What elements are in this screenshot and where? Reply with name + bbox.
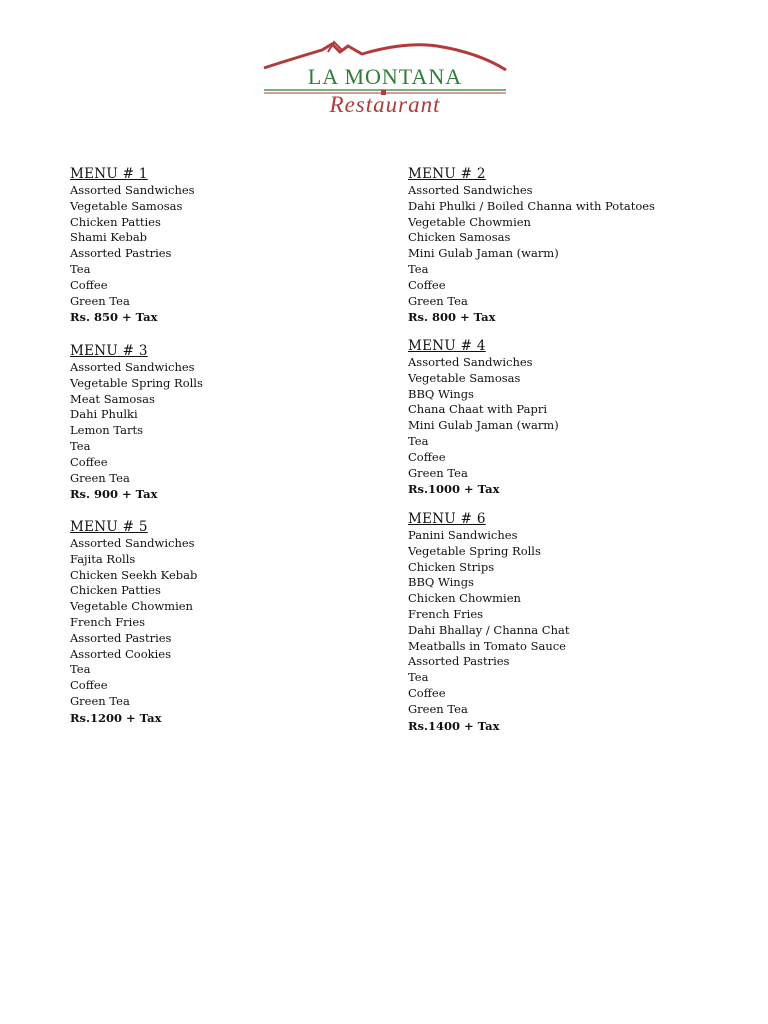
menu-item: Green Tea: [70, 470, 130, 485]
menu-item: Dahi Phulki: [70, 407, 138, 422]
menu-item: Chicken Chowmien: [408, 591, 521, 606]
menu-item: Vegetable Samosas: [70, 198, 183, 213]
menu-price: Rs. 800 + Tax: [408, 310, 496, 325]
menu-item: Coffee: [70, 277, 108, 292]
menu-item-list: [70, 183, 410, 309]
menu-item: Tea: [408, 670, 429, 685]
menu-item: Tea: [408, 261, 429, 276]
menu-5: [70, 518, 410, 726]
menu-item: Mini Gulab Jaman (warm): [408, 246, 559, 261]
menu-6: [408, 510, 748, 734]
menu-item: Chana Chaat with Papri: [408, 402, 547, 417]
menu-item: Mini Gulab Jaman (warm): [408, 418, 559, 433]
menu-price: Rs. 900 + Tax: [70, 487, 158, 502]
menu-item-list: [70, 536, 410, 710]
menu-item: Coffee: [70, 678, 108, 693]
menu-item: Assorted Sandwiches: [70, 183, 195, 197]
menu-item: BBQ Wings: [408, 386, 474, 401]
menu-item: Vegetable Chowmien: [70, 599, 193, 614]
menu-title: MENU # 6: [408, 511, 486, 527]
menu-item: Chicken Strips: [408, 559, 495, 574]
logo-subtitle: Restaurant: [329, 92, 441, 117]
menu-item: French Fries: [70, 614, 146, 629]
menu-item: Assorted Sandwiches: [70, 536, 195, 550]
menu-item: Chicken Patties: [70, 583, 161, 598]
restaurant-logo: [262, 40, 508, 120]
menu-item: Vegetable Chowmien: [408, 214, 531, 229]
menu-item: Tea: [70, 662, 91, 677]
menu-item: Chicken Seekh Kebab: [70, 567, 198, 582]
menu-item: Coffee: [408, 685, 446, 700]
menu-4: [408, 337, 748, 497]
menu-item: Coffee: [70, 454, 108, 469]
menu-item: Assorted Sandwiches: [70, 360, 195, 374]
menu-title: MENU # 1: [70, 166, 148, 182]
menu-title: MENU # 3: [70, 343, 148, 359]
menu-item: Assorted Pastries: [70, 246, 172, 261]
menu-2: [408, 165, 748, 325]
menu-item: Assorted Cookies: [70, 646, 171, 661]
menu-3: [70, 342, 410, 502]
menu-title: MENU # 2: [408, 166, 486, 182]
menu-item: Shami Kebab: [70, 230, 148, 245]
menu-item: Tea: [70, 438, 91, 453]
menu-item-list: [408, 528, 748, 718]
menu-item: Dahi Bhallay / Channa Chat: [408, 622, 570, 637]
menu-item: Assorted Sandwiches: [408, 355, 533, 369]
menu-item-list: [408, 183, 748, 309]
menu-item: Chicken Patties: [70, 214, 161, 229]
menu-item: Chicken Samosas: [408, 230, 511, 245]
menu-item: BBQ Wings: [408, 575, 474, 590]
menu-item: Green Tea: [408, 465, 468, 480]
menu-item: Coffee: [408, 449, 446, 464]
menu-item: Fajita Rolls: [70, 551, 136, 566]
menu-price: Rs.1200 + Tax: [70, 710, 162, 725]
menu-title: MENU # 4: [408, 338, 486, 354]
menu-item: Assorted Pastries: [408, 654, 510, 669]
menu-item: Meat Samosas: [70, 391, 155, 406]
menu-item: Vegetable Spring Rolls: [70, 375, 203, 390]
menu-price: Rs.1400 + Tax: [408, 718, 500, 733]
menu-item: Tea: [408, 433, 429, 448]
menu-item: Green Tea: [408, 293, 468, 308]
menu-item: Dahi Phulki / Boiled Channa with Potatoes: [408, 198, 655, 213]
menu-item: Panini Sandwiches: [408, 528, 518, 542]
menu-item: Tea: [70, 261, 91, 276]
menu-item: Lemon Tarts: [70, 423, 143, 438]
menu-item: Vegetable Samosas: [408, 370, 521, 385]
menu-item-list: [408, 355, 748, 481]
menu-item: French Fries: [408, 606, 484, 621]
menu-item: Green Tea: [70, 293, 130, 308]
menu-item-list: [70, 360, 410, 486]
menu-item: Assorted Sandwiches: [408, 183, 533, 197]
menu-item: Green Tea: [408, 701, 468, 716]
menu-item: Assorted Pastries: [70, 630, 172, 645]
menu-item: Vegetable Spring Rolls: [408, 543, 541, 558]
menu-title: MENU # 5: [70, 519, 148, 535]
menu-price: Rs.1000 + Tax: [408, 482, 500, 497]
menu-item: Green Tea: [70, 693, 130, 708]
menu-item: Meatballs in Tomato Sauce: [408, 638, 566, 653]
menu-1: [70, 165, 410, 325]
logo-title: LA MONTANA: [307, 64, 463, 89]
menu-item: Coffee: [408, 277, 446, 292]
menu-price: Rs. 850 + Tax: [70, 310, 158, 325]
